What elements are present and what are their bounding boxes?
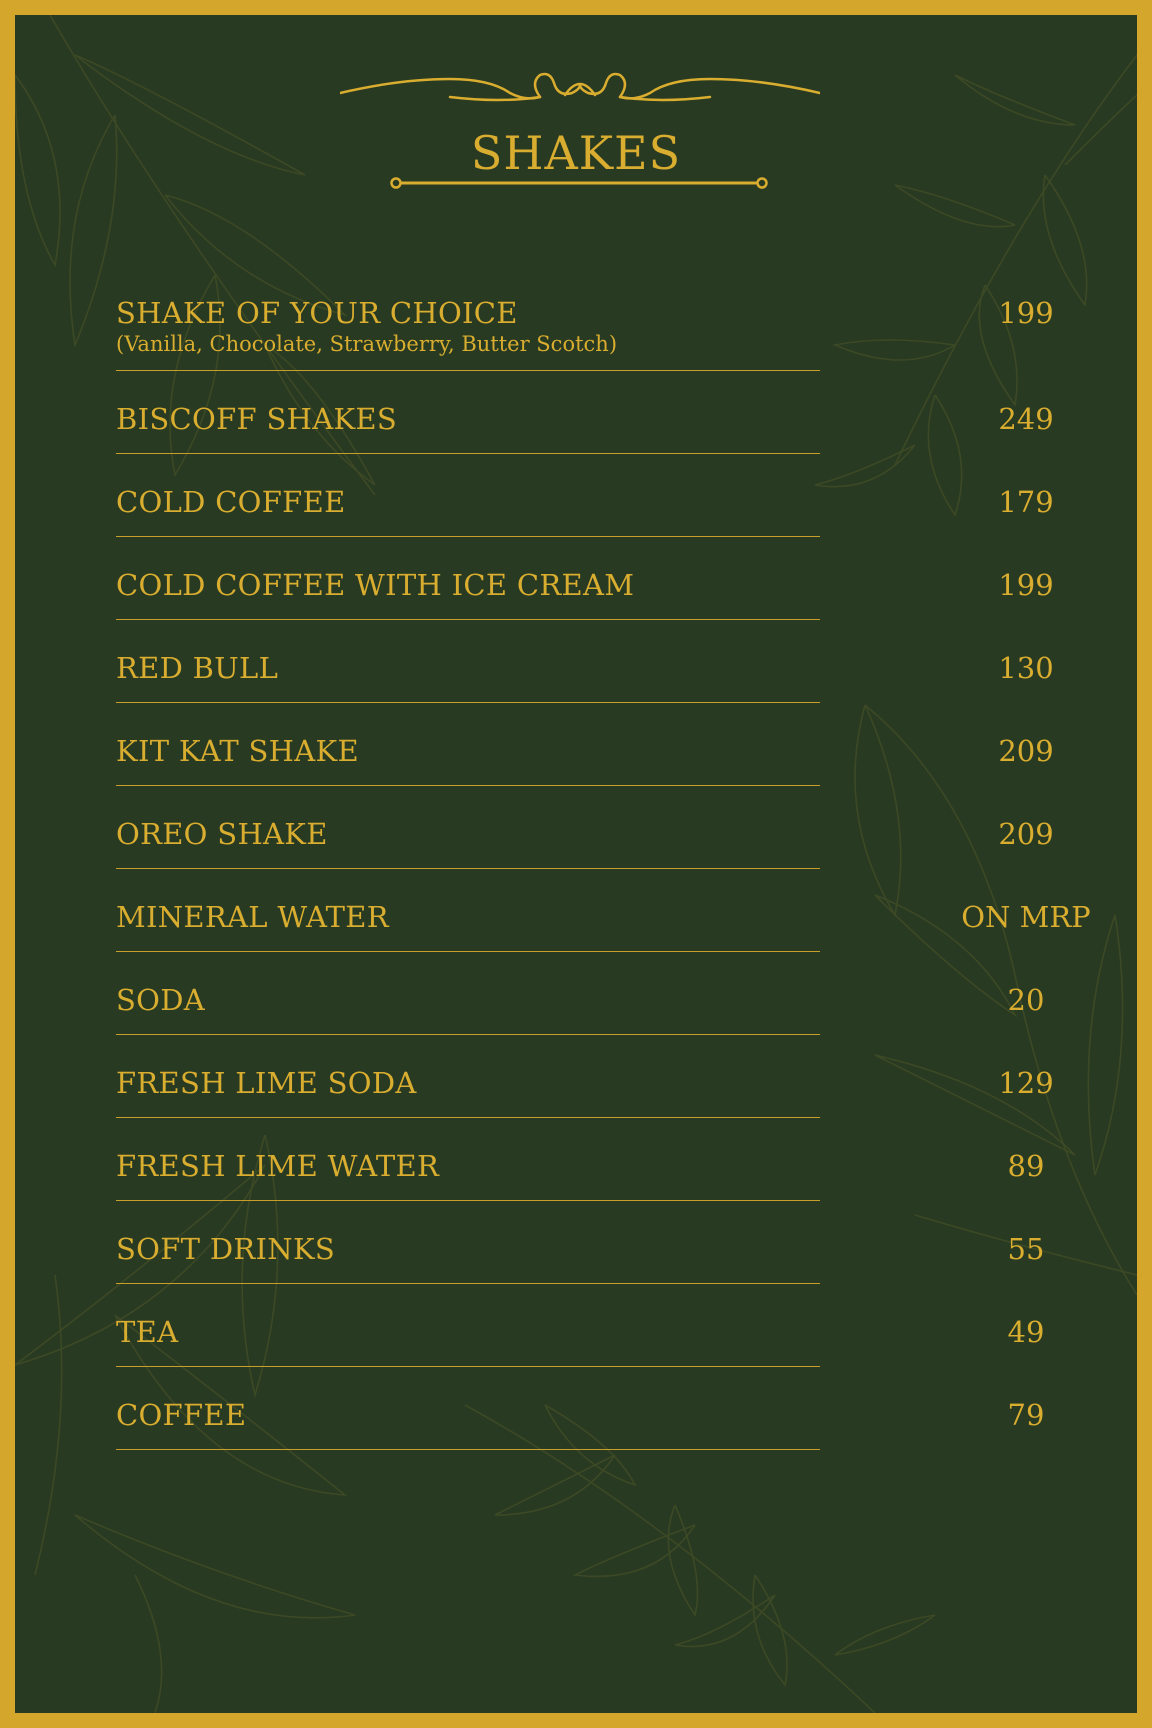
item-name: FRESH LIME WATER [116, 1149, 440, 1183]
item-price: ON MRP [961, 900, 1091, 934]
item-name: RED BULL [116, 651, 279, 685]
item-price: 55 [1007, 1232, 1045, 1266]
item-divider [116, 1283, 820, 1284]
item-name: MINERAL WATER [116, 900, 389, 934]
item-price: 49 [1007, 1315, 1045, 1349]
item-description: (Vanilla, Chocolate, Strawberry, Butter Scotch) [116, 332, 618, 356]
item-name: COLD COFFEE WITH ICE CREAM [116, 568, 635, 602]
item-divider [116, 1117, 820, 1118]
menu-item [116, 1148, 1116, 1188]
item-divider [116, 536, 820, 537]
item-price: 209 [998, 817, 1054, 851]
menu-item [116, 816, 1116, 856]
item-divider [116, 370, 820, 371]
item-name: TEA [116, 1315, 179, 1349]
menu-item [116, 1065, 1116, 1105]
menu-item [116, 982, 1116, 1022]
item-divider [116, 1034, 820, 1035]
item-price: 209 [998, 734, 1054, 768]
menu-item [116, 1397, 1116, 1437]
item-name: FRESH LIME SODA [116, 1066, 417, 1100]
menu-panel [15, 15, 1137, 1713]
item-name: OREO SHAKE [116, 817, 328, 851]
item-divider [116, 1366, 820, 1367]
item-name: SODA [116, 983, 206, 1017]
item-name: BISCOFF SHAKES [116, 402, 398, 436]
menu-item [116, 295, 1116, 356]
menu-item [116, 1231, 1116, 1271]
item-divider [116, 1449, 820, 1450]
item-price: 89 [1007, 1149, 1045, 1183]
item-divider [116, 951, 820, 952]
item-divider [116, 868, 820, 869]
item-divider [116, 702, 820, 703]
item-price: 20 [1007, 983, 1045, 1017]
menu-item [116, 1314, 1116, 1354]
item-name: SOFT DRINKS [116, 1232, 336, 1266]
item-name: SHAKE OF YOUR CHOICE [116, 296, 518, 330]
menu-list [116, 15, 1137, 1713]
menu-item [116, 401, 1116, 441]
page-title: SHAKES [470, 126, 682, 180]
item-name: COLD COFFEE [116, 485, 346, 519]
item-price: 199 [998, 296, 1054, 330]
item-divider [116, 453, 820, 454]
menu-item [116, 733, 1116, 773]
item-price: 179 [998, 485, 1054, 519]
item-price: 249 [998, 402, 1054, 436]
item-divider [116, 619, 820, 620]
item-price: 199 [998, 568, 1054, 602]
item-price: 79 [1007, 1398, 1045, 1432]
item-name: COFFEE [116, 1398, 247, 1432]
menu-item [116, 899, 1116, 939]
item-divider [116, 1200, 820, 1201]
item-price: 129 [998, 1066, 1054, 1100]
item-divider [116, 785, 820, 786]
menu-item [116, 650, 1116, 690]
item-price: 130 [998, 651, 1054, 685]
menu-item [116, 484, 1116, 524]
item-name: KIT KAT SHAKE [116, 734, 359, 768]
menu-item [116, 567, 1116, 607]
